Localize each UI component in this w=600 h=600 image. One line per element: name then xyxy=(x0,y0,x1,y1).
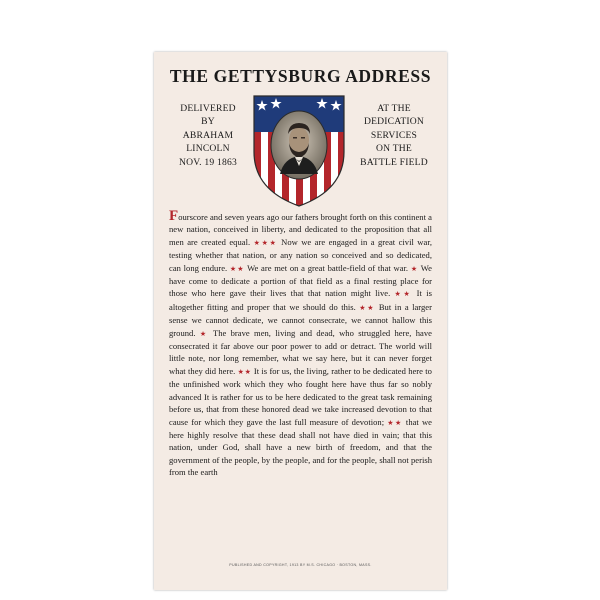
star-ornament: ★★ xyxy=(394,290,413,299)
poster-title: THE GETTYSBURG ADDRESS xyxy=(169,66,432,86)
dedication-block xyxy=(354,102,434,169)
star-ornament: ★★ xyxy=(359,303,376,312)
star-ornament: ★★ xyxy=(237,367,252,376)
address-sentence: But in a larger sense we cannot dedicate, we cannot consecrate, we cannot hallow this ground. xyxy=(169,301,432,338)
address-sentence: It is for us, the living, rather to be dedicated here to the unfinished work which they who fought here have thus far so nobly advanced It is rather for us to be here dedicated to the great task remaining before us, that from these honored dead we take increased devotion to that cause for which they gave the last full measure of devotion; xyxy=(169,365,432,427)
right-line: BATTLE FIELD xyxy=(360,156,428,168)
right-line: ON THE xyxy=(376,143,412,155)
right-line: DEDICATION xyxy=(363,116,425,128)
star-ornament: ★ xyxy=(199,329,209,338)
address-sentence: The brave men, living and dead, who struggled here, have consecrated it far above our poor power to add or detract. The world will little note, nor long remember, what we say here, but it can never forget what they did here. xyxy=(169,327,432,376)
address-sentence: that we here highly resolve that these dead shall not have died in vain; that this nation, under God, shall have a new birth of freedom, and that the government of the people, by the people, and for the people, shall not perish from the earth xyxy=(169,416,432,478)
shield-emblem xyxy=(250,92,348,210)
left-line: NOV. 19 1863 xyxy=(179,156,237,168)
delivered-by-block xyxy=(168,102,248,169)
star-ornament: ★★★ xyxy=(253,238,278,247)
left-line: LINCOLN xyxy=(186,143,230,155)
address-sentence: It is altogether fitting and proper that we should do this. xyxy=(169,288,432,312)
left-line: BY xyxy=(201,116,215,128)
address-text xyxy=(169,208,432,479)
publisher-credit: PUBLISHED AND COPYRIGHT, 1913 BY M.S. CHICAGO · BOSTON, MASS. xyxy=(229,563,372,567)
left-line: DELIVERED xyxy=(180,103,236,114)
lincoln-portrait xyxy=(270,110,328,180)
address-sentence: We have come to dedicate a portion of that field as a final resting place for those who here gave their lives that that nation might live. xyxy=(169,262,432,299)
address-sentence: We are met on a great battle-field of that war. xyxy=(247,262,409,273)
address-sentence: Now we are engaged in a great civil war, testing whether that nation, or any nation so conceived and so dedicated, can long endure. xyxy=(169,236,432,273)
star-ornament: ★ xyxy=(410,264,419,273)
right-line: SERVICES xyxy=(370,129,418,141)
left-line: ABRAHAM xyxy=(182,129,234,141)
star-ornament: ★★ xyxy=(229,264,245,273)
address-sentence: ourscore and seven years ago our fathers brought forth on this continent a new nation, conceived in liberty, and dedicated to the proposition that all men are created equal. xyxy=(169,212,432,247)
poster xyxy=(154,52,447,590)
right-line: AT THE xyxy=(377,103,411,114)
drop-cap: F xyxy=(169,208,179,224)
star-ornament: ★★ xyxy=(387,418,403,427)
